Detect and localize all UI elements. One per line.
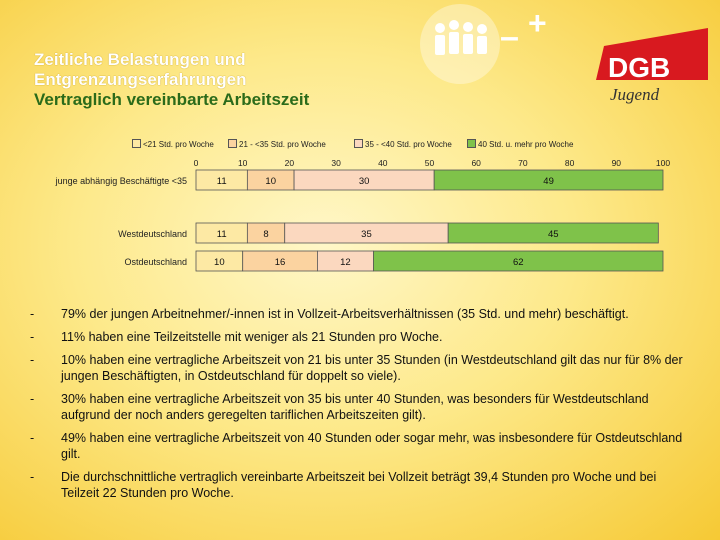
legend-label: <21 Std. pro Woche [143,140,214,149]
x-tick-label: 40 [378,158,388,168]
bullet-item [30,306,690,322]
bullet-dash: - [30,307,35,321]
x-tick-label: 100 [655,158,671,168]
page-title-line1: Zeitliche Belastungen und [34,50,246,69]
category-label: Ostdeutschland [124,257,187,267]
data-label: 10 [265,176,277,187]
data-label: 62 [512,257,524,268]
x-tick-label: 30 [331,158,341,168]
bullet-dash: - [30,470,35,484]
x-tick-label: 50 [424,158,435,168]
x-tick-label: 60 [471,158,481,168]
logo-dgb: DGB [608,52,671,83]
dgb-jugend-logo [418,0,708,110]
logo-plus: + [528,5,547,41]
legend-item [354,139,452,149]
title-block [34,50,454,110]
x-tick-label: 10 [237,158,248,168]
data-label: 49 [543,176,554,187]
bullet-item [30,352,690,384]
bullet-text: Die durchschnittliche vertraglich vereinbarte Arbeitszeit bei Vollzeit beträgt 39,4 Stunden pro Woche und bei Teilzeit 22 Stunden pro Woche. [61,470,657,500]
bullet-item [30,430,690,462]
bullet-list [30,306,690,508]
legend-swatch [354,139,363,148]
data-label: 10 [214,257,225,268]
category-label: Westdeutschland [118,229,187,239]
legend-swatch [467,139,476,148]
bullet-item [30,391,690,423]
x-tick-label: 90 [611,158,622,168]
bullet-text: 11% haben eine Teilzeitstelle mit weniger als 21 Stunden pro Woche. [61,330,443,344]
x-tick-label: 20 [284,158,295,168]
x-tick-label: 70 [518,158,528,168]
legend-item [467,139,573,149]
legend-swatch [132,139,141,148]
data-label: 45 [547,229,559,240]
bullet-dash: - [30,431,35,445]
legend-item [132,139,214,149]
bullet-text: 30% haben eine vertragliche Arbeitszeit von 35 bis unter 40 Stunden, was besonders für Westdeutschland aufgrund der noch anders geregelten tariflichen Arbeitszeiten gilt). [61,392,649,422]
bullet-text: 49% haben eine vertragliche Arbeitszeit von 40 Stunden oder sogar mehr, was insbesondere für Ostdeutschland gilt. [61,431,683,461]
x-tick-label: 0 [193,158,199,168]
data-label: 30 [358,176,370,187]
bullet-dash: - [30,392,35,406]
bullet-text: 10% haben eine vertragliche Arbeitszeit von 21 bis unter 35 Stunden (in Westdeutschland gilt das nur für 8% der jungen Beschäftigten, in Ostdeutschland für doppelt so viele). [61,353,683,383]
legend-label: 21 - <35 Std. pro Woche [239,140,326,149]
page-title-line2: Entgrenzungserfahrungen [34,70,247,89]
legend-item [228,139,326,149]
data-label: 8 [263,229,269,240]
bullet-item [30,469,690,501]
bullet-dash: - [30,353,35,367]
data-label: 11 [216,229,227,240]
x-tick-label: 80 [564,158,575,168]
logo-jugend: Jugend [610,85,660,104]
data-label: 11 [216,176,227,187]
data-label: 16 [274,257,286,268]
legend-label: 40 Std. u. mehr pro Woche [478,140,574,149]
bullet-text: 79% der jungen Arbeitnehmer/-innen ist in Vollzeit-Arbeitsverhältnissen (35 Std. und mehr) beschäftigt. [61,307,629,321]
page-subtitle: Vertraglich vereinbarte Arbeitszeit [34,90,310,109]
legend-label: 35 - <40 Std. pro Woche [365,140,452,149]
bullet-dash: - [30,330,35,344]
logo-minus: – [500,18,519,56]
legend-swatch [228,139,237,148]
category-label: junge abhängig Beschäftigte <35 [55,176,187,186]
bullet-item [30,329,690,345]
data-label: 35 [361,229,372,240]
stacked-bar-chart [0,155,720,290]
data-label: 12 [340,257,351,268]
